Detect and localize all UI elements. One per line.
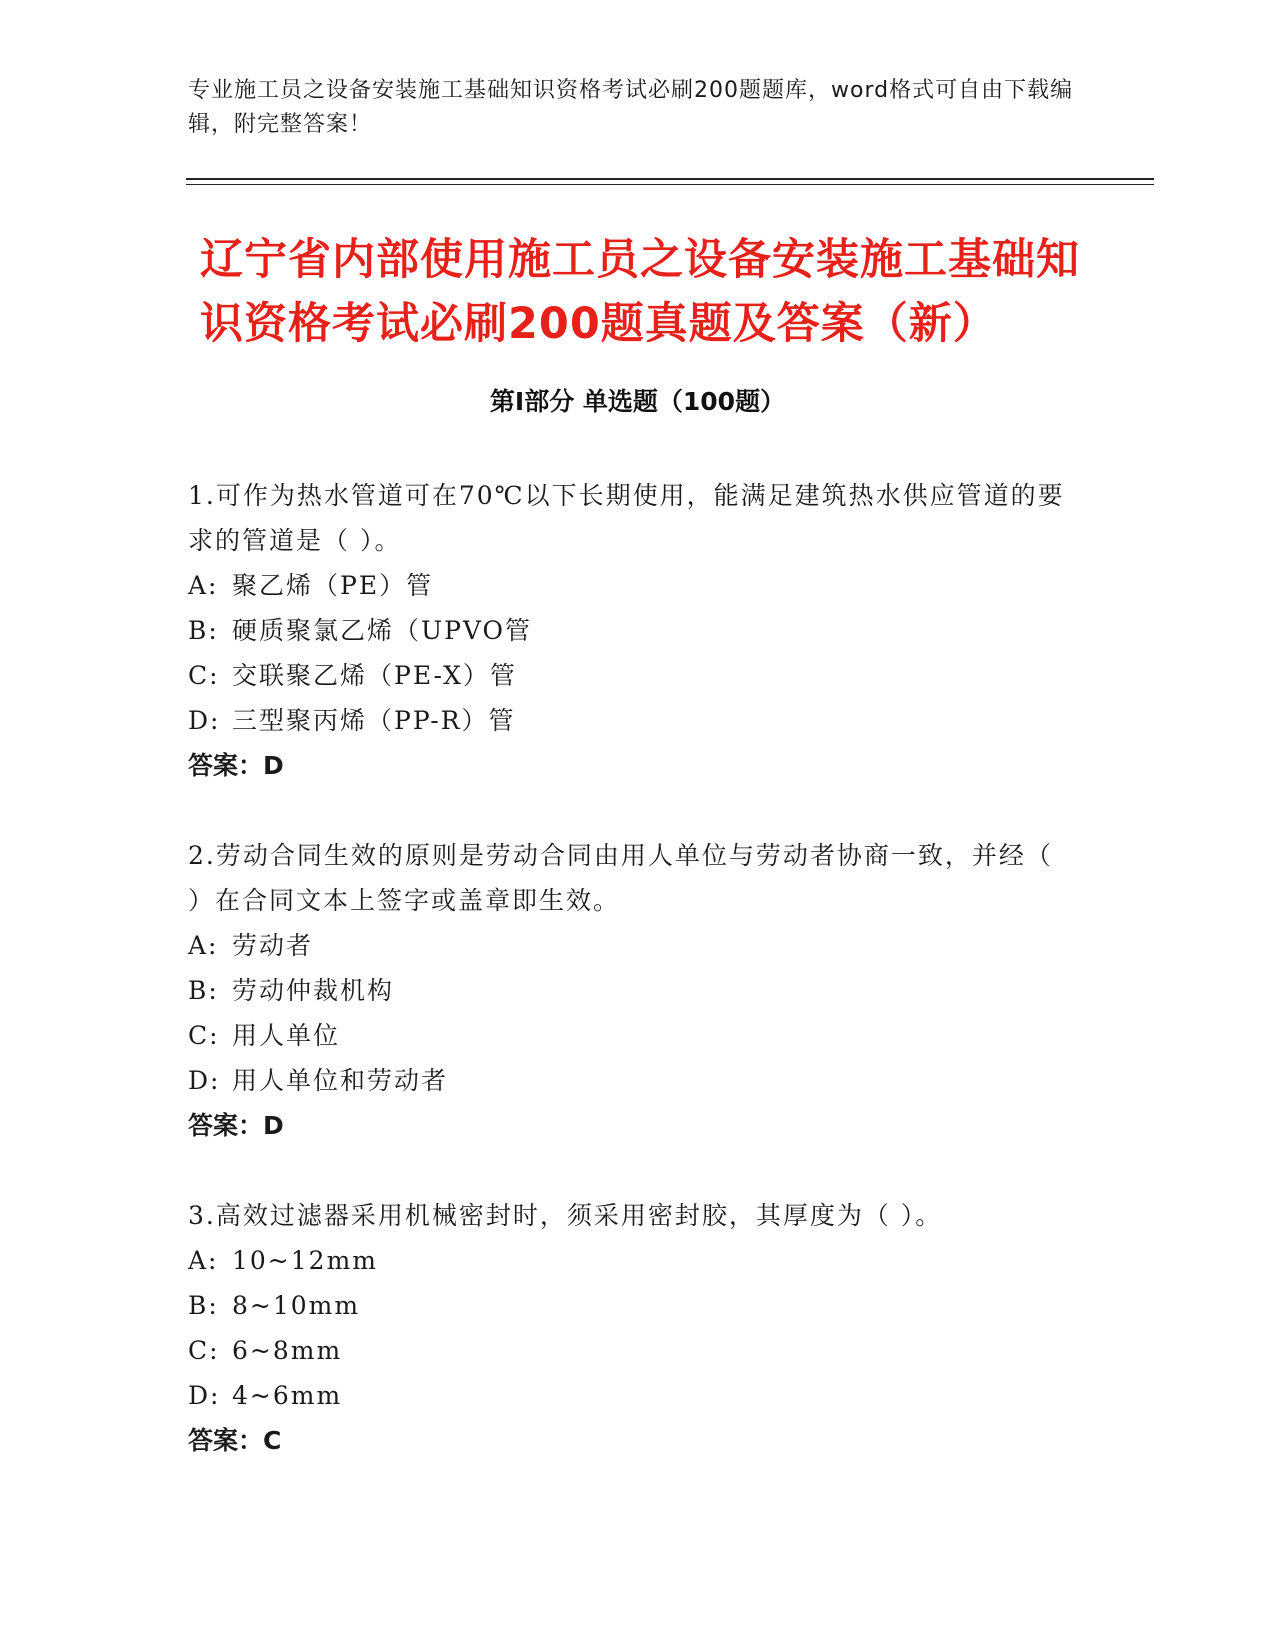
intro-text: 专业施工员之设备安装施工基础知识资格考试必刷200题题库，word格式可自由下载编辑，附完整答案！ [188,78,1074,137]
option-letter: C: [188,661,220,690]
answer-line: 答案：D [188,751,284,780]
option-letter: A: [188,571,219,600]
option-a [188,1238,1068,1283]
document-title: 辽宁省内部使用施工员之设备安装施工基础知识资格考试必刷200题真题及答案（新） [200,235,1080,349]
option-d [188,698,1068,743]
question-block [188,1193,1068,1463]
option-letter: B: [188,1291,219,1320]
option-text: 10~12mm [232,1246,378,1275]
option-c [188,653,1068,698]
option-text: 劳动者 [232,931,314,960]
question-stem: 2.劳动合同生效的原则是劳动合同由用人单位与劳动者协商一致，并经（ ）在合同文本上签字或盖章即生效。 [188,841,1053,915]
option-letter: D: [188,1381,221,1410]
option-b [188,1283,1068,1328]
option-b [188,968,1068,1013]
option-letter: C: [188,1336,220,1365]
option-letter: B: [188,616,219,645]
option-text: 硬质聚氯乙烯（UPVO管 [232,616,533,645]
option-text: 6~8mm [232,1336,343,1365]
answer-line: 答案：D [188,1111,284,1140]
option-text: 劳动仲裁机构 [232,976,395,1005]
question-block [188,833,1068,1148]
question-stem: 3.高效过滤器采用机械密封时，须采用密封胶，其厚度为（ ）。 [188,1201,943,1230]
option-text: 交联聚乙烯（PE-X）管 [232,661,517,690]
header-rule-thin [186,184,1154,185]
option-c [188,1328,1068,1373]
option-a [188,923,1068,968]
header-rule-thick [186,178,1154,180]
option-d [188,1373,1068,1418]
option-c [188,1013,1068,1058]
option-letter: A: [188,931,219,960]
option-letter: C: [188,1021,220,1050]
option-letter: D: [188,706,221,735]
question-block [188,473,1068,788]
option-text: 4~6mm [232,1381,343,1410]
option-letter: A: [188,1246,219,1275]
section-heading: 第Ⅰ部分 单选题（100题） [489,387,786,416]
option-text: 三型聚丙烯（PP-R）管 [232,706,516,735]
option-letter: D: [188,1066,221,1095]
question-stem: 1.可作为热水管道可在70℃以下长期使用，能满足建筑热水供应管道的要求的管道是（ ）。 [188,481,1065,555]
option-text: 8~10mm [232,1291,361,1320]
option-d [188,1058,1068,1103]
option-text: 用人单位 [232,1021,341,1050]
option-letter: B: [188,976,219,1005]
answer-line: 答案：C [188,1426,282,1455]
option-text: 用人单位和劳动者 [232,1066,449,1095]
option-b [188,608,1068,653]
option-a [188,563,1068,608]
option-text: 聚乙烯（PE）管 [232,571,434,600]
